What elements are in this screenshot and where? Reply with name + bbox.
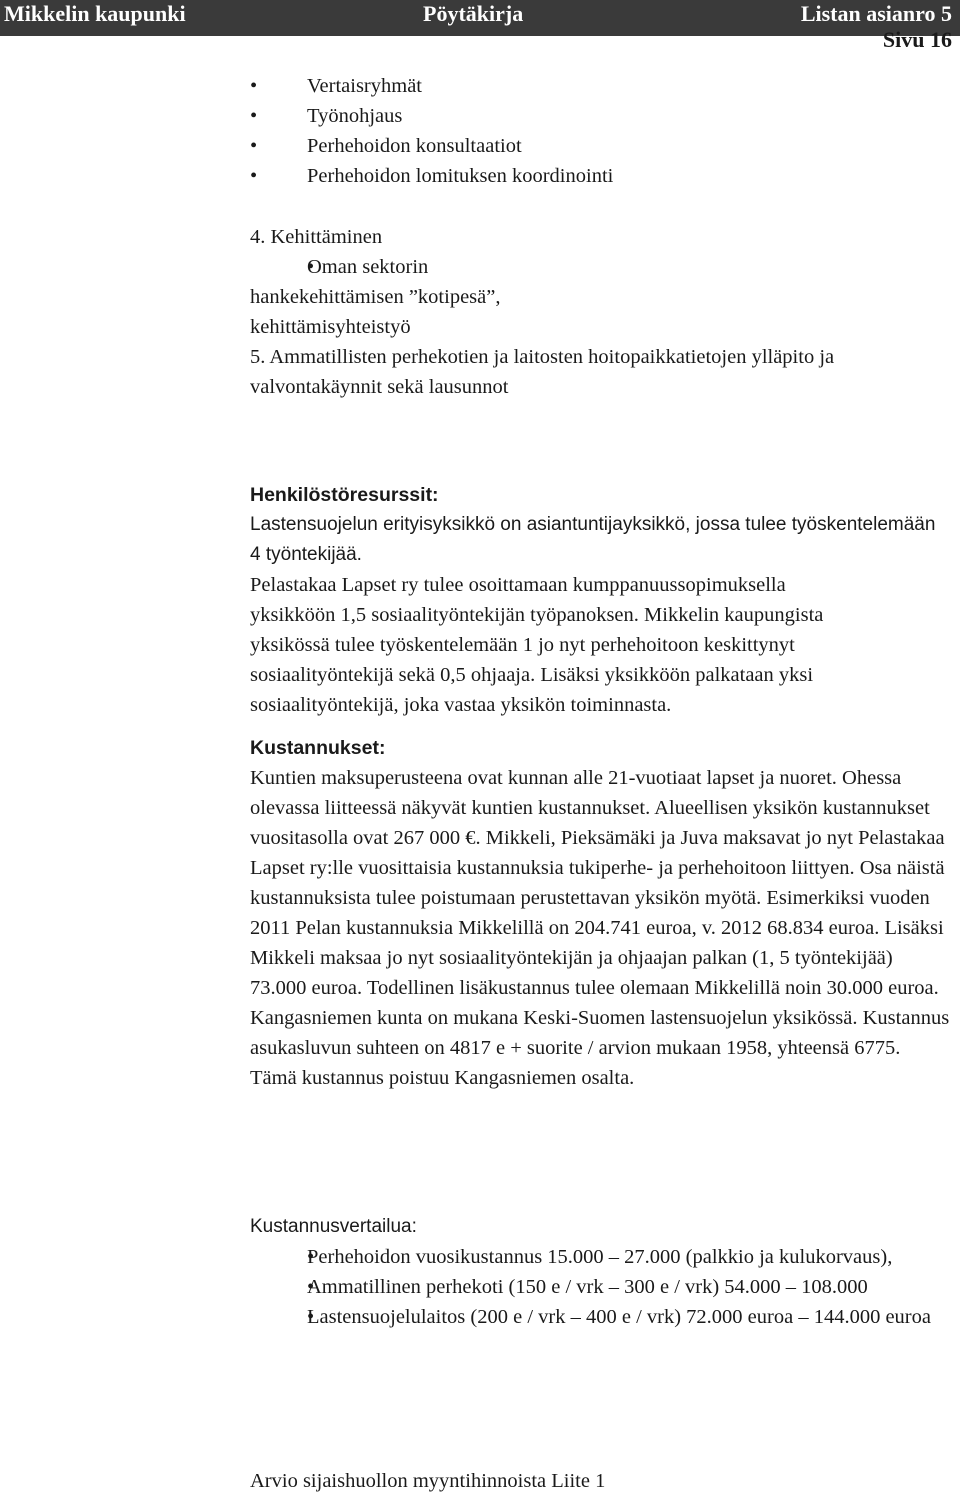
section-costs [250, 733, 950, 1093]
section-personnel [250, 480, 950, 720]
paragraph: Arvio sijaishuollon myyntihinnoista Liite 1 [250, 1470, 606, 1492]
list-item: • Työnohjaus [250, 101, 950, 131]
attachment-note [250, 1466, 950, 1496]
list-item: • Oman sektorin hankekehittämisen ”kotipesä”, kehittämisyhteistyö [250, 252, 580, 342]
section-title: 4. Kehittäminen [250, 226, 383, 248]
header-item-number: Listan asianro 5 [800, 1, 952, 26]
list-item: • Perhehoidon konsultaatiot [250, 131, 950, 161]
list-item: • Perhehoidon lomituksen koordinointi [250, 161, 950, 191]
header-document-type: Pöytäkirja [423, 1, 524, 26]
page-number: Sivu 16 [882, 27, 952, 52]
section-comparison [250, 1212, 940, 1332]
section-title: 5. Ammatillisten perhekotien ja laitosten hoitopaikkatietojen ylläpito ja valvontakäynnit sekä lausunnot [250, 346, 835, 398]
section-development [250, 222, 950, 342]
list-item: • Ammatillinen perhekoti (150 e / vrk – 300 e / vrk) 54.000 – 108.000 [250, 1272, 940, 1302]
paragraph: Pelastakaa Lapset ry tulee osoittamaan kumppanuussopimuksella yksikköön 1,5 sosiaalityöntekijän työpanoksen. Mikkelin kaupungista yksikössä tulee työskentelemään 1 jo nyt perhehoitoon keskittynyt sosiaalityöntekijä sekä 0,5 ohjaaja. Lisäksi yksikköön palkataan yksi sosiaalityöntekijä, joka vastaa yksikön toiminnasta. [250, 574, 824, 716]
list-item: • Perhehoidon vuosikustannus 15.000 – 27.000 (palkkio ja kulukorvaus), [250, 1242, 940, 1272]
header-organization: Mikkelin kaupunki [4, 1, 186, 26]
paragraph: Kuntien maksuperusteena ovat kunnan alle 21-vuotiaat lapset ja nuoret. Ohessa olevassa liitteessä näkyvät kuntien kustannukset. Alueellisen yksikön kustannukset vuositasolla ovat 267 000 €. Mikkeli, Pieksämäki ja Juva maksavat jo nyt Pelastakaa Lapset ry:lle vuosittaisia kustannuksia tukiperhe- ja perhehoitoon liittyen. Osa näistä kustannuksista tulee poistumaan perustettavan yksikön myötä. Esimerkiksi vuoden 2011 Pelan kustannuksia Mikkelillä on 204.741 euroa, v. 2012 68.834 euroa. Lisäksi Mikkeli maksaa jo nyt sosiaalityöntekijän ja ohjaajan palkan (1, 5 työntekijää) 73.000 euroa. Todellinen lisäkustannus tulee olemaan Mikkelillä noin 30.000 euroa. Kangasniemen kunta on mukana Keski-Suomen lastensuojelun yksikössä. Kustannus asukasluvun suhteen on 4817 e + suorite / arvion mukaan 1958, yhteensä 6775. Tämä kustannus poistuu Kangasniemen osalta. [250, 767, 950, 1089]
section-heading: Kustannukset: [250, 737, 386, 759]
section-heading: Kustannusvertailua: [250, 1216, 417, 1237]
section-heading: Henkilöstöresurssit: [250, 484, 439, 506]
bullet-list-support [250, 71, 950, 191]
list-item: • Lastensuojelulaitos (200 e / vrk – 400 e / vrk) 72.000 euroa – 144.000 euroa [250, 1302, 940, 1332]
paragraph: Lastensuojelun erityisyksikkö on asiantuntijayksikkö, jossa tulee työskentelemään 4 työntekijää. [250, 514, 936, 565]
section-maintenance [250, 342, 955, 402]
page-header [0, 0, 960, 36]
list-item: • Vertaisryhmät [250, 71, 950, 101]
